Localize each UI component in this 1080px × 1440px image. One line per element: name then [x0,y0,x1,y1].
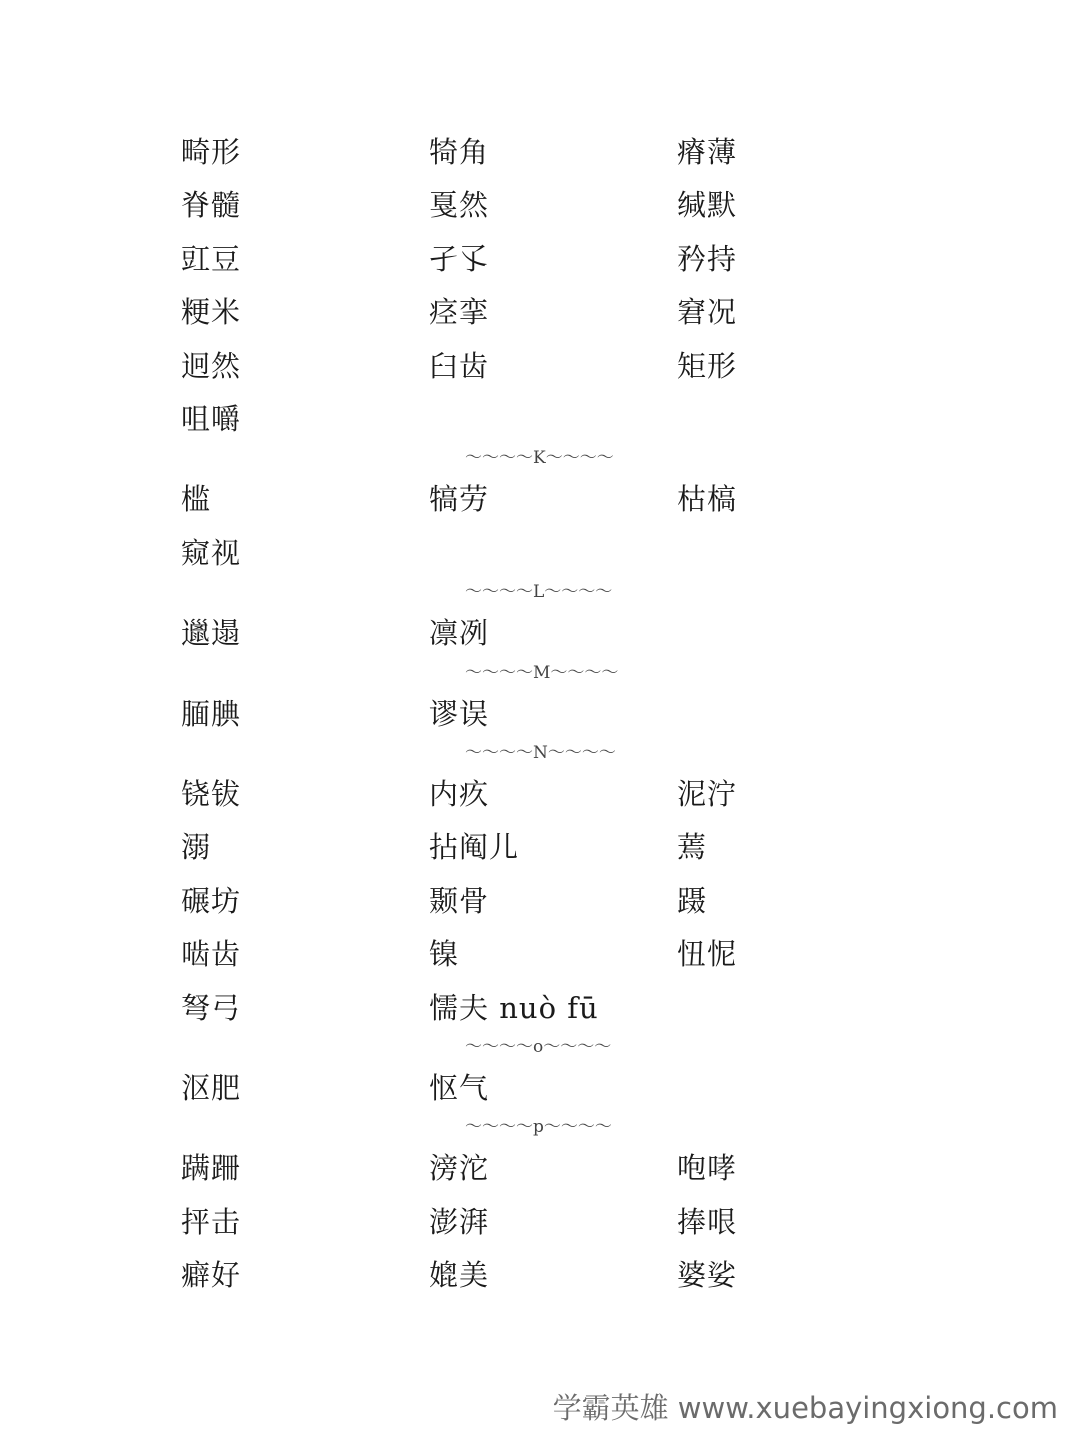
word-entry: 怄气 [429,1071,490,1105]
word-entry: 缄默 [677,188,738,223]
word-row [0,827,1080,867]
word-entry: 豇豆 [181,241,242,276]
word-entry: 澎湃 [429,1204,490,1239]
section-letter-label: ～～～～N～～～～ [465,743,616,763]
section-letter-label: ～～～～p～～～～ [465,1117,612,1138]
word-entry: 蹒跚 [181,1151,242,1186]
word-entry: 枯槁 [677,482,738,517]
word-entry: 窥视 [181,535,242,570]
word-entry: 捧哏 [677,1204,738,1239]
word-entry: 痉挛 [429,295,490,330]
word-entry: 矩形 [677,348,738,383]
word-entry: 溺 [181,830,212,865]
word-entry: 镍 [429,937,460,972]
footer-watermark: 学霸英雄 www.xuebayingxiong.com [552,1391,1058,1425]
word-entry: 弩弓 [181,990,242,1025]
word-entry: 犒劳 [429,482,490,517]
word-entry: 槛 [181,482,212,517]
section-letter-label: ～～～～K～～～～ [465,448,614,469]
word-row [0,132,1080,172]
word-entry: 戛然 [429,188,490,223]
word-entry: 沤肥 [181,1071,242,1105]
word-entry: 凛冽 [429,616,490,651]
word-entry: 滂沱 [429,1151,490,1186]
word-row [0,292,1080,332]
section-letter-divider [0,580,1080,604]
word-entry: 拈阄儿 [429,830,520,865]
word-entry: 忸怩 [677,937,738,972]
word-row [0,774,1080,814]
word-entry: 婆娑 [677,1258,738,1293]
section-letter-divider [0,1115,1080,1139]
word-entry: 脊髓 [181,188,242,223]
word-row [0,533,1080,573]
word-row [0,346,1080,386]
word-entry: 媲美 [429,1258,490,1293]
word-entry: 颞骨 [429,883,490,918]
section-letter-divider [0,661,1080,685]
section-letter-label: ～～～～M～～～～ [465,662,619,683]
word-entry: 铙钹 [181,777,242,811]
word-entry: 孑孓 [429,241,490,276]
word-entry: 犄角 [429,135,490,169]
word-entry: 蹑 [677,883,708,918]
word-entry: 臼齿 [429,348,490,383]
word-row [0,399,1080,439]
word-entry: 瘠薄 [677,135,738,169]
word-row [0,1202,1080,1242]
word-entry: 懦夫 nuò fū [429,990,599,1025]
word-entry: 迥然 [181,348,242,383]
word-entry: 泥泞 [677,777,738,811]
word-row [0,1255,1080,1295]
word-row [0,613,1080,653]
word-entry: 矜持 [677,241,738,276]
word-entry: 啮齿 [181,937,242,972]
word-entry: 抨击 [181,1204,242,1239]
word-row [0,1148,1080,1188]
word-row [0,239,1080,279]
word-entry: 腼腆 [181,696,242,731]
word-entry: 癖好 [181,1258,242,1293]
word-row [0,185,1080,225]
section-letter-divider [0,446,1080,470]
word-entry: 谬误 [429,696,490,731]
word-entry: 内疚 [429,777,490,811]
word-row [0,934,1080,974]
word-row [0,1068,1080,1108]
section-letter-label: ～～～～o～～～～ [465,1037,612,1057]
word-entry: 咆哮 [677,1151,738,1186]
section-letter-divider [0,741,1080,765]
word-entry: 窘况 [677,295,738,330]
word-entry: 蔫 [677,830,708,865]
word-entry: 粳米 [181,295,242,330]
section-letter-label: ～～～～L～～～～ [465,582,613,603]
word-entry: 畸形 [181,135,242,169]
word-entry: 咀嚼 [181,402,242,436]
word-entry: 碾坊 [181,883,242,918]
word-row [0,988,1080,1028]
word-row [0,694,1080,734]
word-row [0,881,1080,921]
word-row [0,479,1080,519]
section-letter-divider [0,1035,1080,1059]
word-entry: 邋遢 [181,616,242,651]
